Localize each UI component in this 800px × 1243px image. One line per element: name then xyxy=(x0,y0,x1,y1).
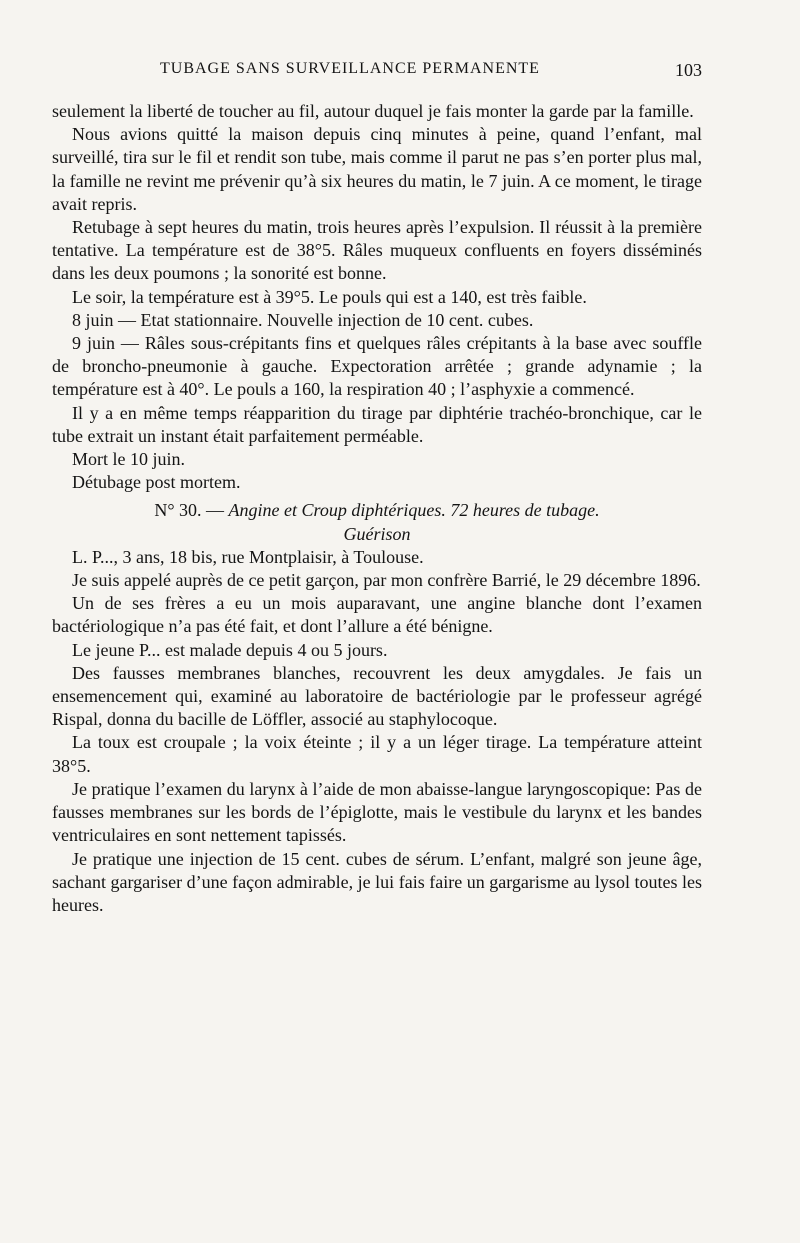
paragraph: 8 juin — Etat stationnaire. Nouvelle injection de 10 cent. cubes. xyxy=(72,309,534,330)
paragraph: Je pratique une injection de 15 cent. cubes de sérum. L’enfant, malgré son jeune âge, sachant gargariser d’une façon admirable, je lui fais faire un gargarisme au lysol toutes les heures. xyxy=(52,848,702,915)
paragraph: Je pratique l’examen du larynx à l’aide de mon abaisse-langue laryngoscopique: Pas de fausses membranes sur les bords de l’épiglotte, mais le vestibule du larynx et les bandes ventriculaires en sont nettement tapissés. xyxy=(52,778,702,846)
paragraph: Retubage à sept heures du matin, trois heures après l’expulsion. Il réussit à la première tentative. La température est de 38°5. Râles muqueux confluents en foyers disséminés dans les deux poumons ; la sonorité est bonne. xyxy=(52,217,702,284)
paragraph: Des fausses membranes blanches, recouvrent les deux amygdales. Je fais un ensemencement qui, examiné au laboratoire de bactériologie par le professeur agrégé Rispal, donna du bacille de Löffler, associé au staphylocoque. xyxy=(52,662,702,730)
paragraph: Il y a en même temps réapparition du tirage par diphtérie trachéo-bronchique, car le tube extrait un instant était parfaitement perméable. xyxy=(52,402,702,446)
case-30-body xyxy=(52,546,702,917)
paragraph: Un de ses frères a eu un mois auparavant, une angine blanche dont l’examen bactériologique n’a pas été fait, et dont l’allure a été bénigne. xyxy=(52,593,702,637)
paragraph: Mort le 10 juin. xyxy=(72,449,185,470)
paragraph: La toux est croupale ; la voix éteinte ; il y a un léger tirage. La température atteint 38°5. xyxy=(52,732,702,776)
paragraph: Nous avions quitté la maison depuis cinq minutes à peine, quand l’enfant, mal surveillé, tira sur le fil et rendit son tube, mais comme il parut ne pas s’en porter plus mal, la famille ne revint me prévenir qu’à six heures du matin, le 7 juin. A ce moment, le tirage avait repris. xyxy=(52,124,702,214)
paragraph: Je suis appelé auprès de ce petit garçon, par mon confrère Barrié, le 29 décembre 1896. xyxy=(72,570,701,591)
paragraph: Détubage post mortem. xyxy=(72,472,241,493)
paragraph: 9 juin — Râles sous-crépitants fins et quelques râles crépitants à la base avec souffle de broncho-pneumonie à gauche. Expectoration arrêtée ; grande adynamie ; la température est à 40°. Le pouls a 160, la respiration 40 ; l’asphyxie a commencé. xyxy=(52,333,702,400)
page-number: 103 xyxy=(675,60,702,80)
case-title-line1: Angine et Croup diphtériques. 72 heures de tubage. xyxy=(228,500,600,521)
paragraph: Le jeune P... est malade depuis 4 ou 5 jours. xyxy=(72,639,388,660)
running-title: TUBAGE SANS SURVEILLANCE PERMANENTE xyxy=(160,60,540,77)
case-29-continuation xyxy=(52,100,702,494)
case-title xyxy=(52,499,702,545)
case-title-line2: Guérison xyxy=(343,523,411,544)
paragraph: Le soir, la température est à 39°5. Le pouls qui est a 140, est très faible. xyxy=(72,286,587,307)
paragraph: L. P..., 3 ans, 18 bis, rue Montplaisir, à Toulouse. xyxy=(72,546,424,567)
paragraph: seulement la liberté de toucher au fil, autour duquel je fais monter la garde par la famille. xyxy=(52,101,694,121)
body-text xyxy=(52,100,702,917)
case-number: N° 30. — xyxy=(154,500,225,521)
page-header xyxy=(52,60,702,90)
